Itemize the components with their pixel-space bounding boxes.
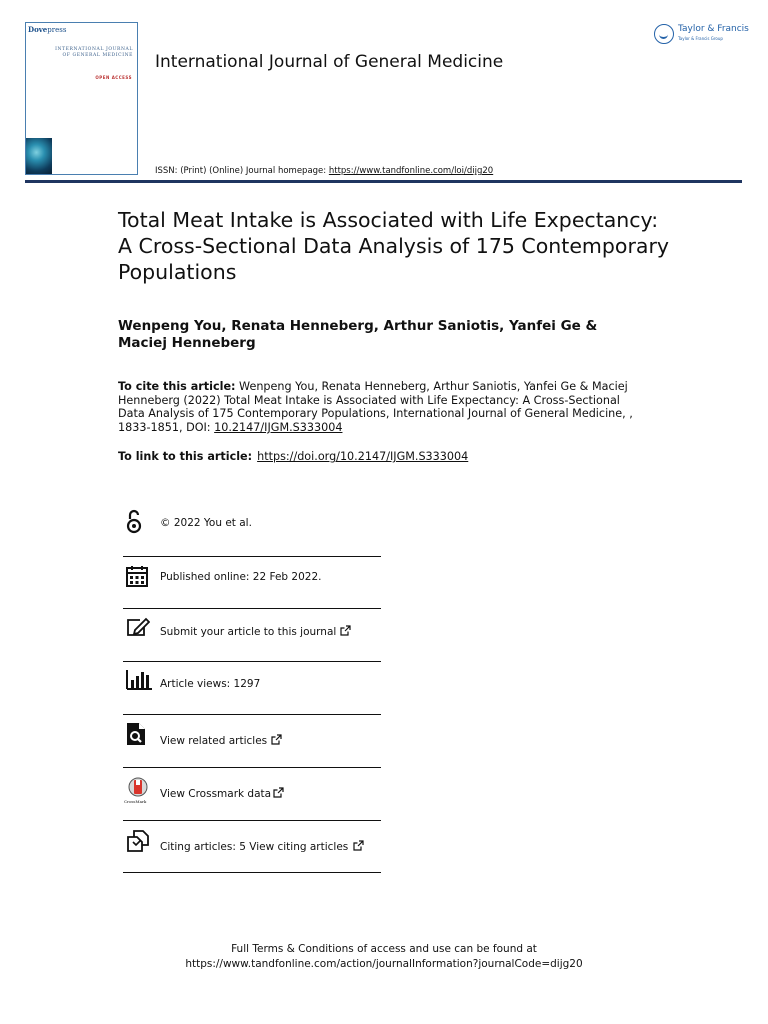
cite-label: To cite this article: <box>118 380 236 393</box>
copyright-text: © 2022 You et al. <box>160 517 252 529</box>
divider <box>123 556 381 557</box>
related-label: View related articles <box>160 735 268 747</box>
external-link-icon <box>340 625 351 639</box>
footer-line-1: Full Terms & Conditions of access and use can be found at <box>231 943 537 955</box>
citing-link[interactable] <box>160 840 364 854</box>
published-text: Published online: 22 Feb 2022. <box>160 571 322 583</box>
header-divider <box>25 180 742 183</box>
citing-articles-icon <box>126 830 150 856</box>
issn-line <box>155 166 493 176</box>
crossmark-icon-label: CrossMark <box>124 799 147 804</box>
divider <box>123 608 381 609</box>
views-text: Article views: 1297 <box>160 678 261 690</box>
submit-link[interactable] <box>160 625 351 639</box>
bar-chart-icon <box>126 670 152 694</box>
related-link[interactable] <box>160 734 282 748</box>
cite-doi-link[interactable]: 10.2147/IJGM.S333004 <box>214 420 343 434</box>
article-link-line <box>118 450 468 463</box>
document-search-icon <box>126 722 146 750</box>
divider <box>123 661 381 662</box>
article-authors: Wenpeng You, Renata Henneberg, Arthur Saniotis, Yanfei Ge & Maciej Henneberg <box>118 318 598 351</box>
crossmark-label: View Crossmark data <box>160 788 272 800</box>
citing-label: Citing articles: 5 View citing articles <box>160 841 349 853</box>
external-link-icon <box>353 840 364 854</box>
dovepress-logo: Dovepress <box>28 25 67 34</box>
link-label: To link to this article: <box>118 450 253 463</box>
publisher-sub: Taylor & Francis Group <box>678 36 723 41</box>
open-access-icon <box>126 509 142 539</box>
crossmark-icon <box>126 777 150 807</box>
crossmark-link[interactable] <box>160 787 284 801</box>
divider <box>123 820 381 821</box>
submit-label: Submit your article to this journal <box>160 626 337 638</box>
cover-journal-name: INTERNATIONAL JOURNAL OF GENERAL MEDICINE <box>55 47 133 58</box>
edit-icon <box>126 617 150 641</box>
issn-text: ISSN: (Print) (Online) Journal homepage: <box>155 166 329 176</box>
publisher-logo <box>654 22 749 48</box>
journal-cover-image <box>25 22 138 175</box>
terms-footer <box>0 942 768 972</box>
article-title: Total Meat Intake is Associated with Life Expectancy: A Cross-Sectional Data Analysis of 175 Contemporary Populations <box>118 208 670 284</box>
journal-homepage-link[interactable]: https://www.tandfonline.com/loi/dijg20 <box>328 166 494 176</box>
footer-terms-link[interactable]: https://www.tandfonline.com/action/journalInformation?journalCode=dijg20 <box>185 958 583 970</box>
journal-title: International Journal of General Medicine <box>155 52 504 72</box>
divider <box>123 714 381 715</box>
article-doi-link[interactable]: https://doi.org/10.2147/IJGM.S333004 <box>257 450 469 463</box>
calendar-icon <box>126 565 148 591</box>
external-link-icon <box>271 734 282 748</box>
publisher-name: Taylor & Francis <box>678 24 749 34</box>
citation-block <box>118 380 648 434</box>
external-link-icon <box>273 787 284 801</box>
cite-text: Wenpeng You, Renata Henneberg, Arthur Saniotis, Yanfei Ge & Maciej Henneberg (2022) Total Meat Intake is Associated with Life Expectancy: A Cross-Sectional Data Analysis of 175 Contemporary Populations, International Journal of General Medicine, , 1833-1851, DOI: <box>118 380 633 434</box>
divider <box>123 767 381 768</box>
cover-open-access: OPEN ACCESS <box>95 75 132 80</box>
divider <box>123 872 381 873</box>
taylor-francis-icon <box>654 24 674 44</box>
cover-artwork <box>26 138 52 174</box>
